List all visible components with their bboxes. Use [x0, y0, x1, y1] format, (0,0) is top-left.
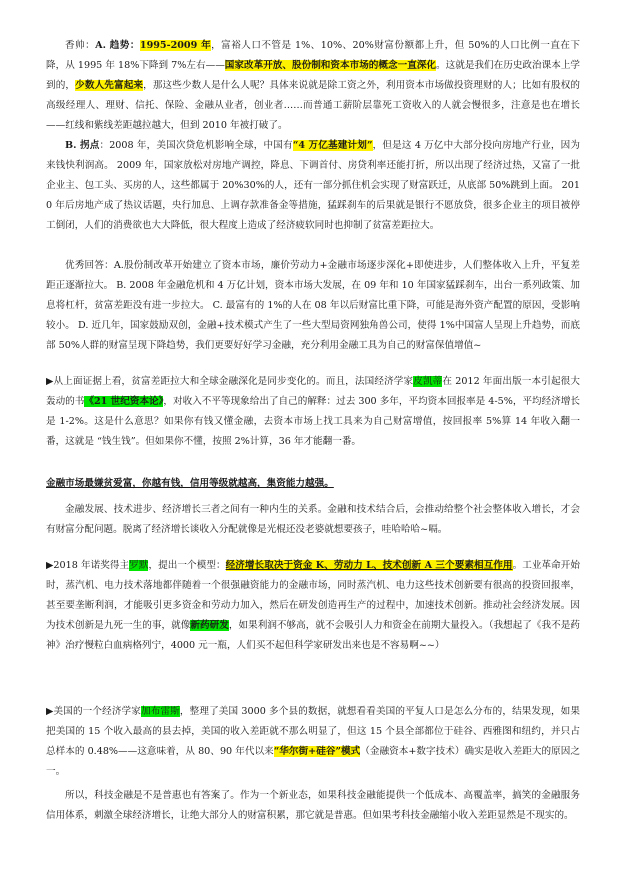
text-segment: 。工业革命开始时，蒸汽机、电力技术落地都伴随着一个很强融资能力的金融市场，同时蒸汽机、电力这些技术创新要有很高的投资回报率，甚至要垄断利润，才能吸引更多资金和劳动力加入，然后在研发创造再生产的过程中，加速技术创新。推动社会经济发展。因为技术创新是九死一生的事，就像 [46, 560, 581, 631]
text-segment: （金融资本+数字技术）确实是收入差距大的原因之一。 [46, 746, 580, 777]
highlight-growth-model: 经济增长取决于资金 K、劳动力 L、技术创新 A 三个要素相互作用 [225, 560, 513, 571]
text-segment: ，如果利润不够高，就不会吸引人力和资金在前期大量投入。（我想起了《我不是药神》治疗慢粒白血病格列宁，4000 元一瓶，人们买不起但科学家研发出来也是不容易啊~~） [46, 620, 581, 651]
paragraph-galbraith [46, 702, 580, 782]
text-segment: ：2008 年，美国次贷危机影响全球，中国有 [99, 140, 293, 151]
highlight-wallstreet-siliconvalley: “华尔街+硅谷”模式 [273, 746, 361, 757]
text-segment: ，但是这 4 万亿中大部分投向房地产行业，因为来钱快利润高。 2009 年，国家放松对房地产调控，降息、下调首付、房贷利率还能打折，所以出现了经济过热，又富了一批企业主、包工头、买房的人，这些都属于 20%30%的人，还有一部分抓住机会实现了财富跃迁，从底部 50%跳到上面。 2010 年后房地产成了热议话题，央行加息、上调存款准备金等措施，猛踩刹车的后果就是银行不愿放贷，很多企业主的项目被停工倒闭，人们的消费欲也大大降低，很大程度上造成了经济疲软同时也抑制了贫富差距拉大。 [46, 140, 581, 231]
highlight-galbraith: 加布雷斯 [141, 706, 180, 717]
text-segment: 优秀回答：A.股份制改革开始建立了资本市场，廉价劳动力+金融市场逐步深化+即使进步，人们整体收入上升，平复差距正逐渐拉大。 B. 2008 年金融危机和 4 万亿计划，资本市场大发展，在 09 年和 10 年国家猛踩刹车，出台一系列政策、加息将杠杆，贫富差距没有进一步拉大。 C. 最富有的 1%的人在 08 年以后财富比重下降，可能是海外资产配置的原因，受影响较小。 D. 近几年，国家鼓励双创，金融+技术模式产生了一些大型局资网独角兽公司，使得 1%中国富人呈现上升趋势，而底部 50%人群的财富呈现下降趋势，我们更要好好学习金融，充分利用金融工具为自己的财富保值增值~ [46, 260, 580, 351]
text-segment: ▶2018 年诺奖得主 [46, 560, 130, 571]
highlight-stimulus-plan: “4 万亿基建计划” [292, 140, 373, 151]
paragraph-growth-relation [46, 500, 580, 540]
highlight-reform: 国家改革开放、股份制和资本市场的概念一直深化 [224, 60, 437, 71]
text-segment: ，对收入不平等现象给出了自己的解释：过去 300 多年，平均资本回报率是 4-5%，平均经济增长是 1-2%。这是什么意思？如果你有钱又懂金融，去资本市场上找工具来为自己财富增值，按回报率 5%算 14 年收入翻一番，这就是 “钱生钱”。但如果你不懂，按照 2%计算，36 年才能翻一番。 [46, 396, 581, 447]
highlight-years: 1995-2009 年 [139, 40, 212, 51]
section-label-b: B. 拐点 [65, 140, 100, 151]
highlight-book-title: 《21 世纪资本论》 [84, 396, 164, 407]
text-segment: ，那这些少数人是什么人呢？具体来说就是除工资之外，利用资本市场做投资理财的人；比如有股权的高级经理人、理财、信托、保险、金融从业者，创业者……而普通工薪阶层靠死工资收入的人就会慢很多，注意是也在增长——红线和紫线差距越拉越大，但到 2010 年被打破了。 [46, 80, 581, 131]
text-segment: ，整理了美国 3000 多个县的数据，就想看看美国的平复人口是怎么分布的，结果发现，如果把美国的 15 个收入最高的县去掉，美国的收入差距就不那么明显了，但这 15 个县全部都位于硅谷、西雅图和纽约，并只占总样本的 0.48%——这意味着，从 80、90 年代以来 [46, 706, 580, 757]
text-segment: ，提出一个模型： [148, 560, 226, 571]
text-segment: 所以，科技金融是不是普惠也有答案了。作为一个新业态，如果科技金融能提供一个低成本、高覆盖率，搞笑的金融服务信用体系，刺激全球经济增长，让绝大部分人的财富积累，那它就是普惠。但如果考科技金融缩小收入差距显然是不现实的。 [46, 790, 580, 821]
section-label-a: A. 趋势： [95, 40, 140, 51]
speaker-label: 香帅： [65, 40, 96, 51]
highlight-drug-rd: 新药研发 [190, 620, 229, 631]
paragraph-piketty [46, 372, 580, 452]
highlight-piketty: 皮凯蒂 [413, 376, 443, 387]
text-segment: 在 2012 年面出版一本引起很大轰动的书 [46, 376, 580, 407]
text-segment: ▶美国的一个经济学家 [46, 706, 142, 717]
paragraph-conclusion [46, 786, 580, 826]
section-heading: 金融市场最嫌贫爱富，你越有钱，信用等级就越高，集资能力越强。 [46, 478, 334, 489]
highlight-few-rich: 少数人先富起来 [75, 80, 144, 91]
paragraph-romer [46, 556, 580, 656]
text-segment: 金融发展、技术进步、经济增长三者之间有一种内生的关系。金融和技术结合后，会推动给整个社会整体收入增长，才会有财富分配问题。脱离了经济增长谈收入分配就像是光棍还没老婆就想要孩子，哇哈哈哈~嗝。 [46, 504, 580, 535]
highlight-romer: 罗默 [129, 560, 149, 571]
text-segment: ▶从上面证据上看，贫富差距拉大和全球金融深化是同步变化的。而且，法国经济学家 [46, 376, 414, 387]
paragraph-excellent-answer [46, 256, 580, 356]
text-segment: ，富裕人口不管是 1%、10%、20%财富份额都上升，但 50%的人口比例一直在下降，从 1995 年 18%下降到 7%左右—— [46, 40, 581, 71]
text-segment: 。这就是我们在历史政治课本上学到的， [46, 60, 581, 91]
paragraph-turning-point [46, 136, 580, 236]
paragraph-trend [46, 36, 580, 136]
